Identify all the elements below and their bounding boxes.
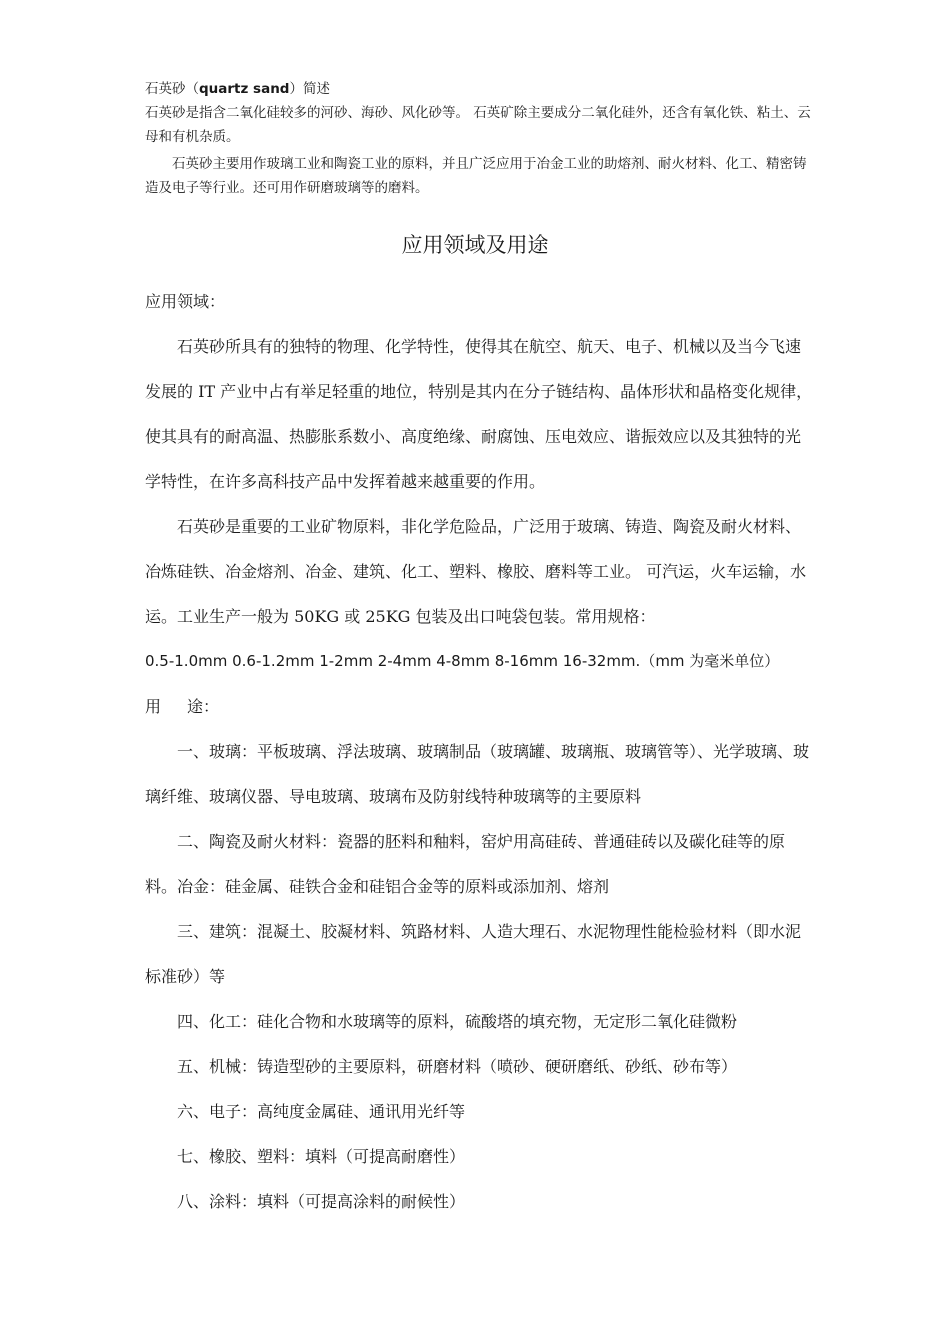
section-heading: 应用领域及用途 (401, 233, 549, 257)
fields-label: 应用领域： (145, 292, 226, 311)
use-item: 五、机械：铸造型砂的主要原料，研磨材料（喷砂、硬研磨纸、砂纸、砂布等） (177, 1057, 738, 1076)
fields-paragraph-2: 石英砂是重要的工业矿物原料，非化学危险品，广泛用于玻璃、铸造、陶瓷及耐火材料、冶炼硅铁、冶金熔剂、冶金、建筑、化工、塑料、橡胶、磨料等工业。 可汽运，火车运输，水运。工业生产一般为 50KG 或 25KG 包装及出口吨袋包装。常用规格： (145, 517, 807, 626)
fields-paragraph-1: 石英砂所具有的独特的物理、化学特性，使得其在航空、航天、电子、机械以及当今飞速发展的 IT 产业中占有举足轻重的地位，特别是其内在分子链结构、晶体形状和晶格变化规律，使其具有的耐高温、热膨胀系数小、高度绝缘、耐腐蚀、压电效应、谐振效应以及其独特的光学特性，在许多高科技产品中发挥着越来越重要的作用。 (145, 337, 813, 491)
intro-title-prefix: 石英砂（ (145, 81, 199, 97)
intro-title-en: quartz sand (199, 81, 290, 97)
specs-line: 0.5-1.0mm 0.6-1.2mm 1-2mm 2-4mm 4-8mm 8-16mm 16-32mm.（mm 为毫米单位） (145, 652, 780, 670)
uses-label-part1: 用 (145, 697, 162, 716)
use-item: 三、建筑：混凝土、胶凝材料、筑路材料、人造大理石、水泥物理性能检验材料（即水泥标准砂）等 (145, 922, 802, 986)
use-item: 二、陶瓷及耐火材料：瓷器的胚料和釉料，窑炉用高硅砖、普通硅砖以及碳化硅等的原料。冶金：硅金属、硅铁合金和硅铝合金等的原料或添加剂、熔剂 (145, 832, 786, 896)
intro-title (145, 77, 815, 101)
uses-label (145, 684, 815, 729)
intro-title-suffix: ）简述 (289, 81, 330, 97)
use-item: 八、涂料：填料（可提高涂料的耐候性） (177, 1192, 466, 1211)
intro-definition: 石英砂是指含二氧化硅较多的河砂、海砂、风化砂等。 石英矿除主要成分二氧化硅外，还含有氧化铁、粘土、云母和有机杂质。 (145, 105, 811, 145)
use-item: 四、化工：硅化合物和水玻璃等的原料，硫酸塔的填充物，无定形二氧化硅微粉 (177, 1012, 738, 1031)
uses-label-part2: 途： (187, 697, 220, 716)
use-item: 一、玻璃：平板玻璃、浮法玻璃、玻璃制品（玻璃罐、玻璃瓶、玻璃管等）、光学玻璃、玻璃纤维、玻璃仪器、导电玻璃、玻璃布及防射线特种玻璃等的主要原料 (145, 742, 810, 806)
intro-main-use: 石英砂主要用作玻璃工业和陶瓷工业的原料，并且广泛应用于冶金工业的助熔剂、耐火材料、化工、精密铸造及电子等行业。还可用作研磨玻璃等的磨料。 (145, 156, 807, 196)
use-item: 六、电子：高纯度金属硅、通讯用光纤等 (177, 1102, 466, 1121)
use-item: 七、橡胶、塑料：填料（可提高耐磨性） (177, 1147, 466, 1166)
